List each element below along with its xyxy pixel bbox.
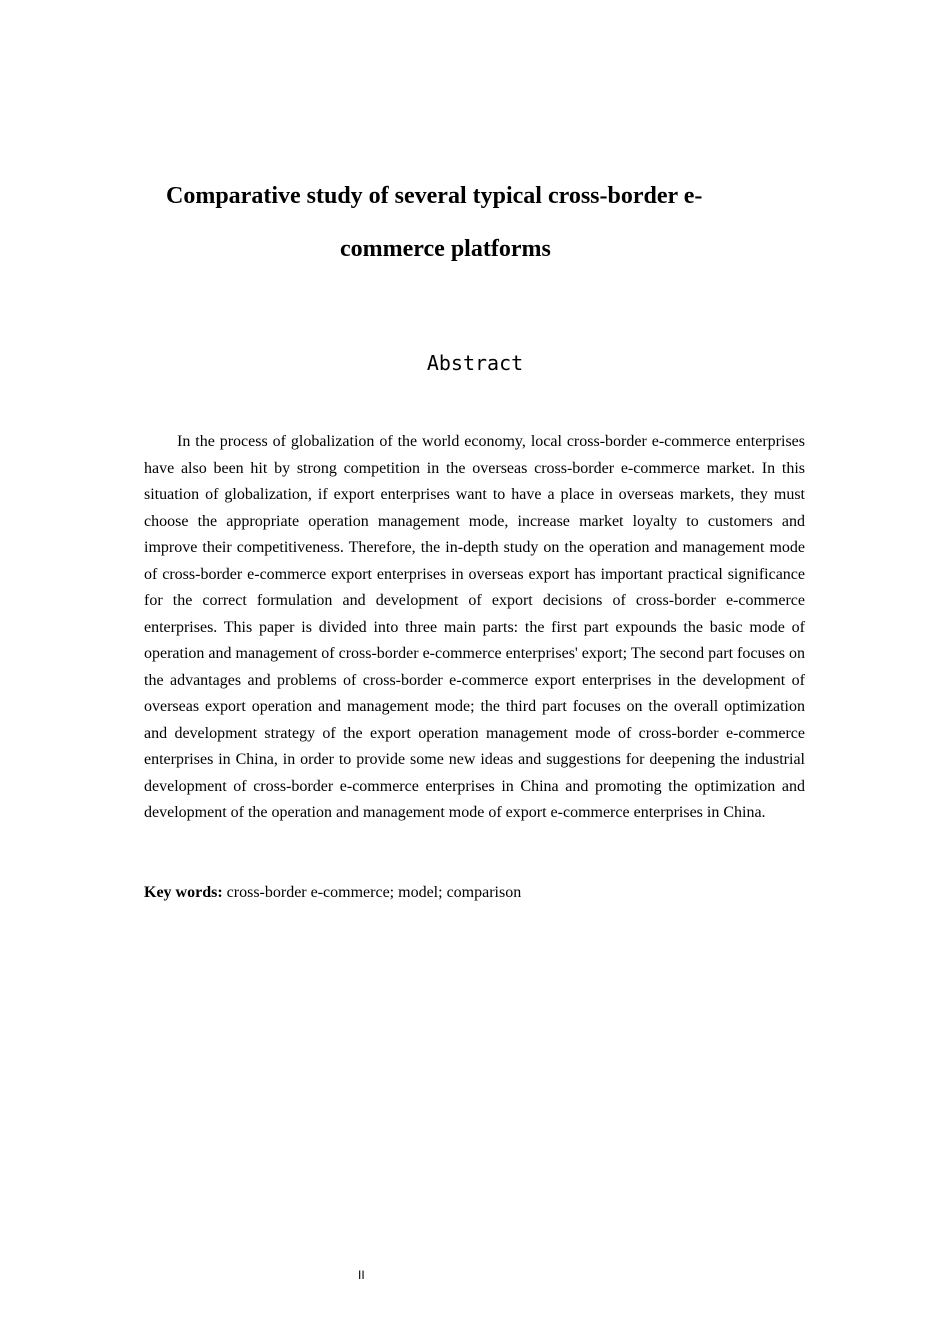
- abstract-heading: Abstract: [426, 351, 524, 375]
- abstract-paragraph: In the process of globalization of the world economy, local cross-border e-commerce enterprises have also been hit by strong competition in the overseas cross-border e-commerce market. In this situation of globalization, if export enterprises want to have a place in overseas markets, they must choose the appropriate operation management mode, increase market loyalty to customers and improve their competitiveness. Therefore, the in-depth study on the operation and management mode of cross-border e-commerce export enterprises in overseas export has important practical significance for the correct formulation and development of export decisions of cross-border e-commerce enterprises. This paper is divided into three main parts: the first part expounds the basic mode of operation and management of cross-border e-commerce enterprises' export; The second part focuses on the advantages and problems of cross-border e-commerce export enterprises in the development of overseas export operation and management mode; the third part focuses on the overall optimization and development strategy of the export operation management mode of cross-border e-commerce enterprises in China, in order to provide some new ideas and suggestions for deepening the industrial development of cross-border e-commerce enterprises in China and promoting the optimization and development of the operation and management mode of export e-commerce enterprises in China.: [144, 433, 805, 821]
- keywords-label: Key words:: [144, 884, 223, 901]
- paper-title-line-1: Comparative study of several typical cross-border e-: [166, 183, 703, 209]
- page-number: II: [358, 1268, 365, 1282]
- keywords-value: cross-border e-commerce; model; comparison: [226, 884, 522, 901]
- paper-title-line-2: commerce platforms: [340, 236, 551, 262]
- keywords-line: [144, 880, 805, 906]
